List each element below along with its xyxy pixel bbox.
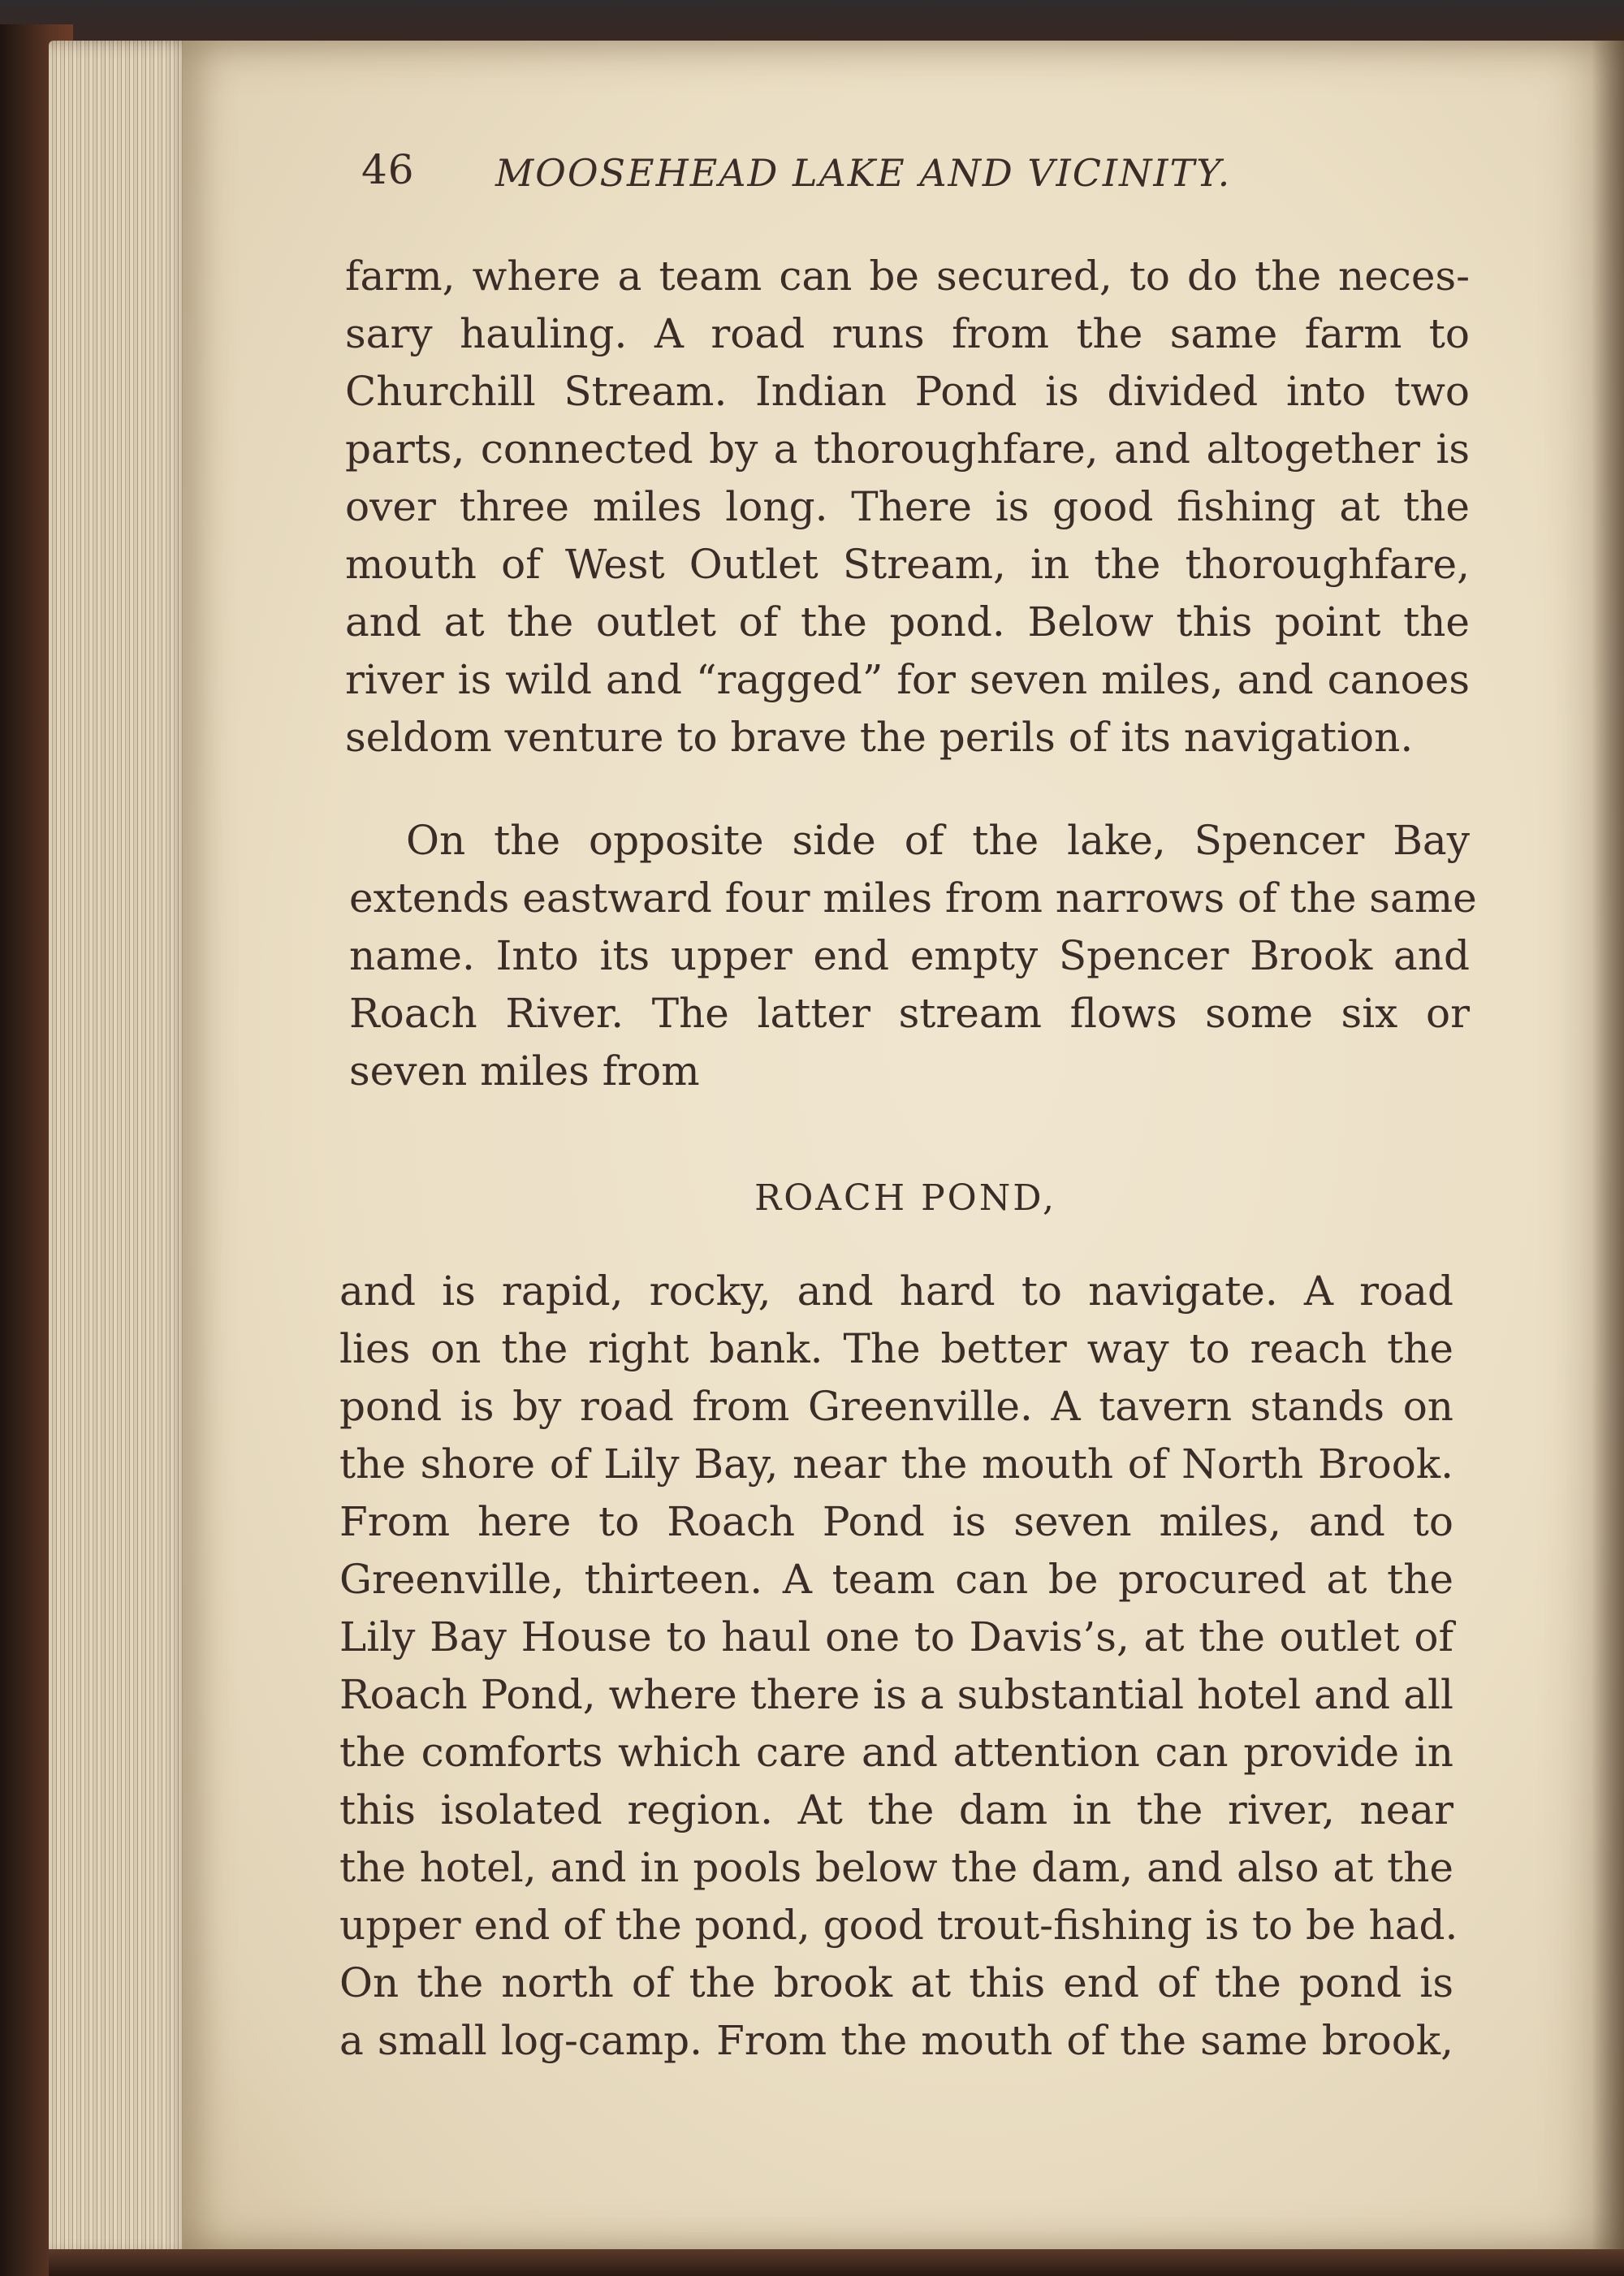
text-line: the shore of Lily Bay, near the mouth of North Brook. <box>339 1440 1453 1488</box>
text-line: over three miles long. There is good fishing at the <box>345 483 1470 530</box>
paragraph-1 <box>345 248 1470 767</box>
paragraph-2 <box>349 812 1477 1100</box>
text-line: lies on the right bank. The better way to reach the <box>339 1325 1453 1372</box>
text-line: this isolated region. At the dam in the river, near <box>339 1786 1453 1833</box>
text-line: seldom venture to brave the perils of its navigation. <box>345 714 1414 761</box>
text-line: Greenville, thirteen. A team can be procured at the <box>339 1556 1453 1603</box>
text-line: upper end of the pond, good trout-fishing is to be had. <box>339 1902 1458 1949</box>
text-line: extends eastward four miles from narrows of the same <box>349 875 1477 922</box>
text-line: and at the outlet of the pond. Below this point the <box>345 598 1470 646</box>
page-header <box>361 146 1344 211</box>
text-line: On the north of the brook at this end of the pond is <box>339 1959 1453 2006</box>
text-line: mouth of West Outlet Stream, in the thoroughfare, <box>345 541 1470 588</box>
page-block-edges <box>49 41 195 2257</box>
running-head: MOOSEHEAD LAKE AND VICINITY. <box>495 151 1232 195</box>
text-line: Lily Bay House to haul one to Davis’s, at the outlet of <box>339 1613 1453 1661</box>
text-line: seven miles from <box>349 1047 700 1095</box>
text-line: farm, where a team can be secured, to do the neces- <box>345 253 1470 300</box>
text-line: On the opposite side of the lake, Spencer Bay <box>406 817 1470 864</box>
text-line: pond is by road from Greenville. A tavern stands on <box>339 1383 1453 1430</box>
text-line: Roach River. The latter stream flows some six or <box>349 990 1470 1037</box>
text-line: the comforts which care and attention can provide in <box>339 1729 1453 1776</box>
text-line: sary hauling. A road runs from the same farm to <box>345 310 1470 357</box>
text-line: From here to Roach Pond is seven miles, and to <box>339 1498 1453 1545</box>
book-bottom-edge <box>49 2249 1624 2276</box>
page-number: 46 <box>361 146 415 193</box>
text-line: name. Into its upper end empty Spencer Brook and <box>349 932 1470 979</box>
text-line: a small log-camp. From the mouth of the same brook, <box>339 2017 1453 2064</box>
text-line: and is rapid, rocky, and hard to navigate. A road <box>339 1268 1453 1315</box>
text-line: Churchill Stream. Indian Pond is divided into two <box>345 368 1470 415</box>
text-line: river is wild and “ragged” for seven miles, and canoes <box>345 656 1470 703</box>
text-line: parts, connected by a thoroughfare, and altogether is <box>345 425 1470 473</box>
section-title: ROACH POND, <box>754 1177 1056 1219</box>
text-line: Roach Pond, where there is a substantial hotel and all <box>339 1671 1453 1718</box>
page-gutter-shadow <box>1592 32 1624 2257</box>
paragraph-3 <box>339 1263 1458 2070</box>
text-line: the hotel, and in pools below the dam, and also at the <box>339 1844 1453 1891</box>
